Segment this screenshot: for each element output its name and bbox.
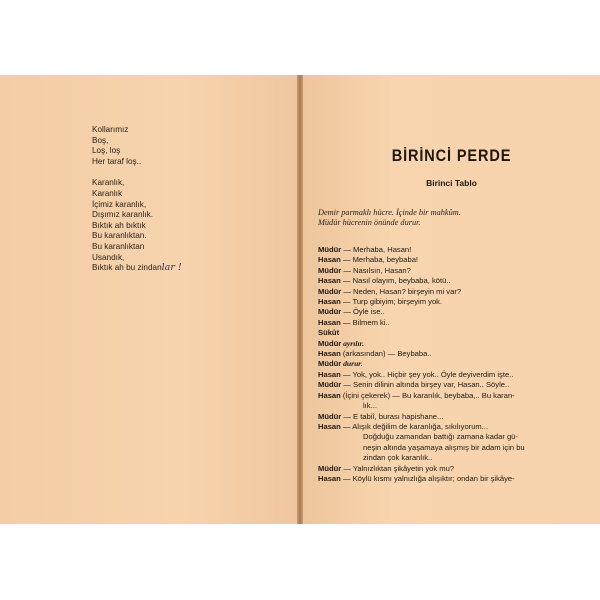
dialogue-text: — Öyle ise..	[341, 307, 385, 317]
speaker-name: Hasan	[318, 473, 341, 483]
dialogue-text: — Nasıl olayım, beybaba, kötü..	[340, 276, 451, 286]
dialogue-text: — Nasılsın, Hasan?	[341, 265, 411, 275]
speaker-name: Müdür	[318, 286, 342, 296]
poem-line: Karanlık,	[92, 178, 125, 188]
dialogue-text: — Yok, yok.. Hiçbir şey yok.. Öyle deyiverdim işte..	[340, 369, 514, 379]
dialogue-text: — Beybaba..	[385, 349, 432, 359]
dialogue-text: — Bu karanlık, beybaba,.. Bu karan-	[390, 390, 515, 400]
speaker-name: Müdür	[318, 359, 342, 369]
dialogue-line	[318, 391, 588, 401]
dialogue-line	[318, 422, 588, 432]
dialogue-line	[318, 287, 588, 297]
dialogue-text: — Köylü kısmı yalnızlığa alışıktır; ondan bir şikâye-	[340, 473, 515, 483]
speaker-name: Müdür	[318, 307, 342, 317]
dialogue-continuation: neşin altında yaşamaya alışmış bir adam için bu	[363, 442, 525, 452]
poem	[92, 125, 182, 274]
dialogue-line	[318, 412, 588, 422]
dialogue-text: — Bilmem ki..	[340, 317, 390, 327]
speaker-name: Hasan	[318, 349, 341, 359]
stage-action: ayrılır.	[341, 338, 364, 348]
dialogue-line	[318, 370, 588, 380]
speaker-name: Hasan	[318, 255, 341, 265]
dialogue-line	[318, 339, 588, 349]
dialogue-text: — E tabiî, burası hapishane...	[341, 411, 444, 421]
stage-direction	[318, 208, 461, 228]
dialogue-line	[318, 318, 588, 328]
speaker-name: Müdür	[318, 411, 342, 421]
speaker-name: Hasan	[318, 421, 341, 431]
speaker-name: Müdür	[318, 380, 342, 390]
poem-line: İçimiz karanlık,	[92, 199, 147, 209]
book-spread	[0, 75, 600, 524]
poem-line: Boş,	[92, 135, 109, 145]
dialogue-line	[318, 359, 588, 369]
poem-last-line	[92, 263, 182, 274]
dialogue-text: — Neden, Hasan? birşeyin mi var?	[341, 286, 462, 296]
speaker-name: Hasan	[318, 390, 341, 400]
dialogue-text: — Merhaba, Hasan!	[341, 245, 412, 254]
parenthetical: (İçini çekerek)	[340, 390, 391, 400]
speaker-name: Hasan	[318, 297, 341, 307]
speaker-name: Müdür	[318, 463, 342, 473]
poem-line: Her taraf loş..	[92, 156, 142, 166]
poem-line: Karanlık	[92, 188, 123, 198]
dialogue-line	[318, 464, 588, 474]
speaker-name: Müdür	[318, 245, 342, 254]
poem-line: Bıktık ah bıktık	[92, 220, 146, 230]
act-title: BİRİNCİ PERDE	[391, 147, 512, 165]
right-page	[303, 75, 600, 524]
speaker-name: Sükût	[318, 328, 340, 338]
dialogue-line	[318, 245, 588, 255]
dialogue	[318, 245, 588, 484]
dialogue-continuation: lık...	[363, 401, 377, 411]
poem-line: Usandık,	[92, 252, 125, 262]
dialogue-line	[318, 380, 588, 390]
dialogue-text: — Senin dilinin altında birşey var, Hasan.. Söyle..	[341, 380, 510, 390]
speaker-name: Müdür	[318, 338, 342, 348]
scene-subtitle: Birinci Tablo	[426, 178, 477, 188]
speaker-name: Hasan	[318, 276, 341, 286]
stage-action: durur.	[341, 359, 363, 369]
poem-line: Bu karanlıktan.	[92, 231, 147, 241]
dialogue-text: — Yalnızlıktan şikâyetin yok mu?	[341, 463, 455, 473]
dialogue-line	[318, 349, 588, 359]
dialogue-line	[318, 255, 588, 265]
stanza-gap	[92, 167, 182, 178]
stage-direction-line: Müdür hücrenin önünde durur.	[318, 218, 421, 227]
dialogue-text: — Alışık değilim de karanlığa, sıkılıyorum...	[340, 421, 489, 431]
left-page	[0, 75, 297, 524]
dialogue-line	[318, 328, 588, 338]
speaker-name: Müdür	[318, 265, 342, 275]
poem-line: Dışımız karanlık.	[92, 210, 153, 220]
speaker-name: Hasan	[318, 317, 341, 327]
dialogue-line	[318, 297, 588, 307]
poem-line-print: Bıktık ah bu zindan	[92, 263, 162, 273]
handwritten-correction: lar !	[161, 262, 182, 274]
dialogue-text: — Turp gibiyim; birşeyim yok.	[340, 297, 443, 307]
dialogue-continuation: zindan çok karanlık..	[363, 453, 433, 463]
dialogue-line	[318, 474, 588, 484]
poem-line: Kollarımız	[92, 125, 129, 134]
dialogue-line	[318, 266, 588, 276]
dialogue-continuation: Doğduğu zamandan battığı zamana kadar gü-	[363, 432, 518, 442]
poem-line: Bu karanlıktan	[92, 241, 145, 251]
speaker-name: Hasan	[318, 369, 341, 379]
dialogue-line	[318, 307, 588, 317]
dialogue-line	[318, 276, 588, 286]
poem-line: Loş, loş	[92, 146, 121, 156]
dialogue-text: — Merhaba, beybaba!	[340, 255, 419, 265]
stage-direction-line: Demir parmaklı hücre. İçinde bir mahkûm.	[318, 208, 461, 217]
parenthetical: (arkasından)	[340, 349, 386, 359]
